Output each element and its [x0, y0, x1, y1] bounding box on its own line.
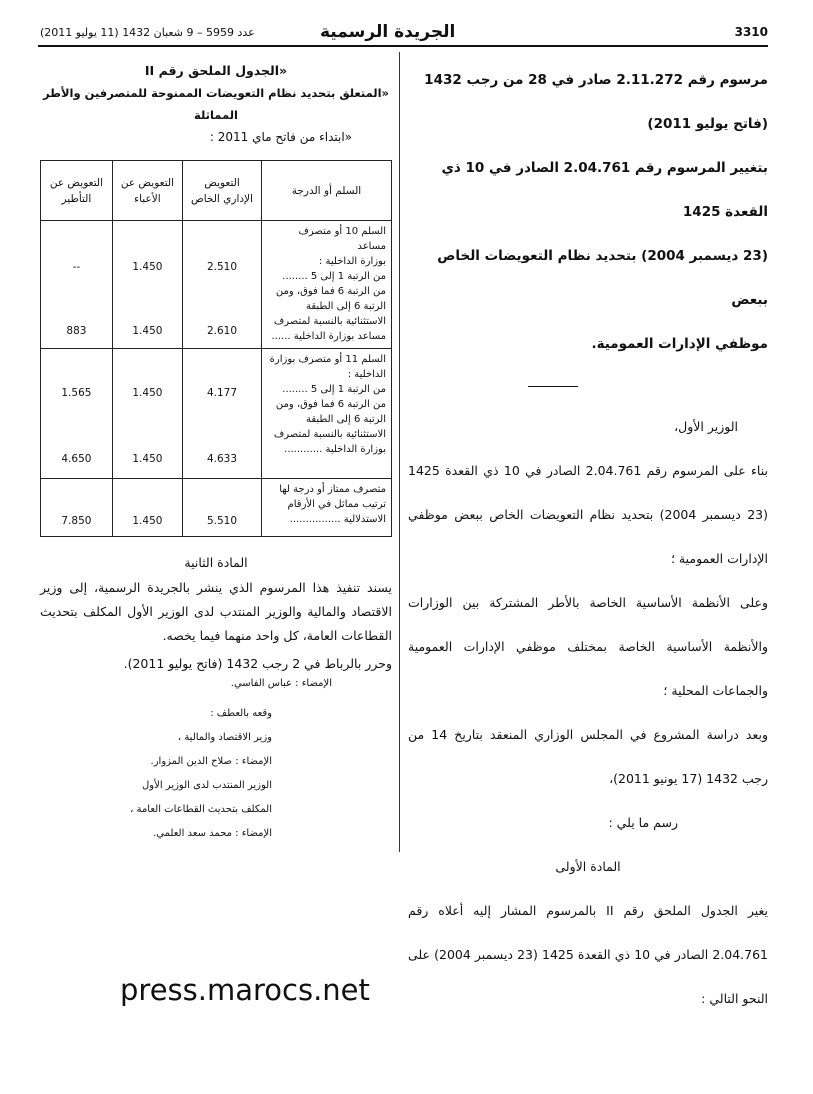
- grade-line: مساعد بوزارة الداخلية ......: [271, 331, 386, 342]
- table-row: [41, 479, 392, 537]
- header-burden-allowance: التعويض عن الأعباء: [112, 161, 182, 221]
- burden-allowance-cell: [112, 221, 182, 349]
- gazette-title: الجريدة الرسمية: [320, 22, 456, 42]
- decrees-clause: رسم ما يلي :: [608, 815, 678, 830]
- decree-title-line: مرسوم رقم 2.11.272 صادر في 28 من رجب 1432 (فاتح يوليو 2011): [424, 72, 768, 132]
- grade-cell: [262, 349, 392, 479]
- admin-allowance-cell: [182, 349, 261, 479]
- value: 2.610: [206, 325, 238, 337]
- burden-allowance-cell: [112, 349, 182, 479]
- page-header: [30, 22, 768, 44]
- grade-line: الاستثنائية بالنسبة لمتصرف: [273, 429, 386, 440]
- signed-at: وحرر بالرباط في 2 رجب 1432 (فاتح يوليو 2011).: [123, 656, 392, 671]
- value: 5.510: [206, 515, 238, 527]
- minister-2-line-2: المكلف بتحديث القطاعات العامة ،: [130, 804, 272, 815]
- value: 4.177: [206, 387, 238, 399]
- value: 1.450: [132, 387, 163, 399]
- grade-line: الرتبة 6 إلى الطبقة: [305, 301, 386, 312]
- minister-2-line-1: الوزير المنتدب لدى الوزير الأول: [142, 780, 272, 791]
- value: 1.450: [132, 515, 163, 527]
- value: 1.450: [132, 261, 163, 273]
- table-header-row: [41, 161, 392, 221]
- recital-1: بناء على المرسوم رقم 2.04.761 الصادر في 10 ذي القعدة 1425 (23 ديسمبر 2004) بتحديد نظام التعويضات الخاص ببعض موظفي الإدارات العمومية ؛: [408, 463, 768, 566]
- grade-line: السلم 10 أو متصرف مساعد: [298, 226, 386, 252]
- header-admin-allowance: التعويض الإداري الخاص: [182, 161, 261, 221]
- countersigned-label: وقعه بالعطف :: [210, 708, 272, 719]
- page-number: 3310: [734, 25, 768, 39]
- article-2-heading: المادة الثانية: [184, 555, 248, 570]
- value: 2.510: [206, 261, 238, 273]
- separator-rule: [528, 386, 578, 387]
- issuer: الوزير الأول،: [674, 419, 738, 434]
- article-1-heading: المادة الأولى: [555, 859, 621, 874]
- header-rule: [38, 45, 768, 47]
- grade-line: بوزارة الداخلية ............: [284, 444, 386, 455]
- grade-line: متصرف ممتاز أو درجة لها: [279, 484, 386, 495]
- table-row: [41, 349, 392, 479]
- grade-line: بوزارة الداخلية :: [318, 256, 386, 267]
- grade-cell: [262, 479, 392, 537]
- value: --: [72, 261, 81, 273]
- grade-line: الاستدلالية ................: [289, 514, 386, 525]
- grade-cell: [262, 221, 392, 349]
- pm-signature: الإمضاء : عباس الفاسي.: [230, 678, 332, 689]
- minister-1-signature: الإمضاء : صلاح الدين المزوار.: [150, 756, 272, 767]
- burden-allowance-cell: [112, 479, 182, 537]
- grade-line: من الرتبة 1 إلى 5 ........: [282, 271, 386, 282]
- decree-title-line: بتغيير المرسوم رقم 2.04.761 الصادر في 10 ذي القعدة 1425: [441, 160, 768, 220]
- recital-2: وعلى الأنظمة الأساسية الخاصة بالأطر المشتركة بين الوزارات والأنظمة الأساسية الخاصة بمختلف موظفي الإدارات العمومية والجماعات المحلية ؛: [408, 595, 768, 698]
- admin-allowance-cell: [182, 221, 261, 349]
- value: 1.450: [132, 453, 163, 465]
- minister-1: وزير الاقتصاد والمالية ،: [177, 732, 272, 743]
- decree-column: [408, 58, 768, 1021]
- grade-line: من الرتبة 1 إلى 5 ........: [282, 384, 386, 395]
- decree-title-line: موظفي الإدارات العمومية.: [591, 336, 768, 352]
- table-row: [41, 221, 392, 349]
- supervision-allowance-cell: [41, 221, 113, 349]
- article-2-text: يسند تنفيذ هذا المرسوم الذي ينشر بالجريدة الرسمية، إلى وزير الاقتصاد والمالية والوزير المنتدب لدى الوزير الأول المكلف بتحديث القطاعات العامة، كل واحد منهما فيما يخصه.: [40, 580, 392, 643]
- header-grade: السلم أو الدرجة: [262, 161, 392, 221]
- grade-line: الاستثنائية بالنسبة لمتصرف: [273, 316, 386, 327]
- annex-column: [40, 60, 392, 846]
- supervision-allowance-cell: [41, 479, 113, 537]
- annex-subtitle: «المتعلق بتحديد نظام التعويضات الممنوحة للمتصرفين والأطر المماثلة: [43, 86, 389, 122]
- header-supervision-allowance: التعويض عن التأطير: [41, 161, 113, 221]
- value: 883: [66, 325, 87, 337]
- compensation-table: [40, 160, 392, 537]
- watermark: press.marocs.net: [120, 973, 370, 1007]
- grade-line: من الرتبة 6 فما فوق، ومن: [275, 399, 386, 410]
- grade-line: الرتبة 6 إلى الطبقة: [305, 414, 386, 425]
- annex-title: «الجدول الملحق رقم II: [144, 63, 288, 78]
- value: 4.650: [61, 453, 92, 465]
- value: 7.850: [61, 515, 92, 527]
- article-1-text: يغير الجدول الملحق رقم II بالمرسوم المشار إليه أعلاه رقم 2.04.761 الصادر في 10 ذي القعدة 1425 (23 ديسمبر 2004) على النحو التالي :: [408, 903, 768, 1006]
- minister-2-signature: الإمضاء : محمد سعد العلمي.: [153, 828, 272, 839]
- grade-line: من الرتبة 6 فما فوق، ومن: [275, 286, 386, 297]
- column-divider: [399, 52, 400, 852]
- grade-line: السلم 11 أو متصرف بوزارة: [269, 354, 386, 365]
- grade-line: الداخلية :: [347, 369, 386, 380]
- value: 4.633: [206, 453, 238, 465]
- annex-effective-date: «ابتداء من فاتح ماي 2011 :: [209, 130, 352, 144]
- issue-line: عدد 5959 – 9 شعبان 1432 (11 يوليو 2011): [40, 26, 255, 39]
- supervision-allowance-cell: [41, 349, 113, 479]
- value: 1.450: [132, 325, 163, 337]
- value: 1.565: [61, 387, 92, 399]
- grade-line: ترتيب مماثل في الأرقام: [287, 499, 386, 510]
- admin-allowance-cell: [182, 479, 261, 537]
- decree-title-line: (23 ديسمبر 2004) بتحديد نظام التعويضات الخاص ببعض: [437, 248, 768, 308]
- recital-3: وبعد دراسة المشروع في المجلس الوزاري المنعقد بتاريخ 14 من رجب 1432 (17 يونيو 2011)،: [408, 727, 769, 786]
